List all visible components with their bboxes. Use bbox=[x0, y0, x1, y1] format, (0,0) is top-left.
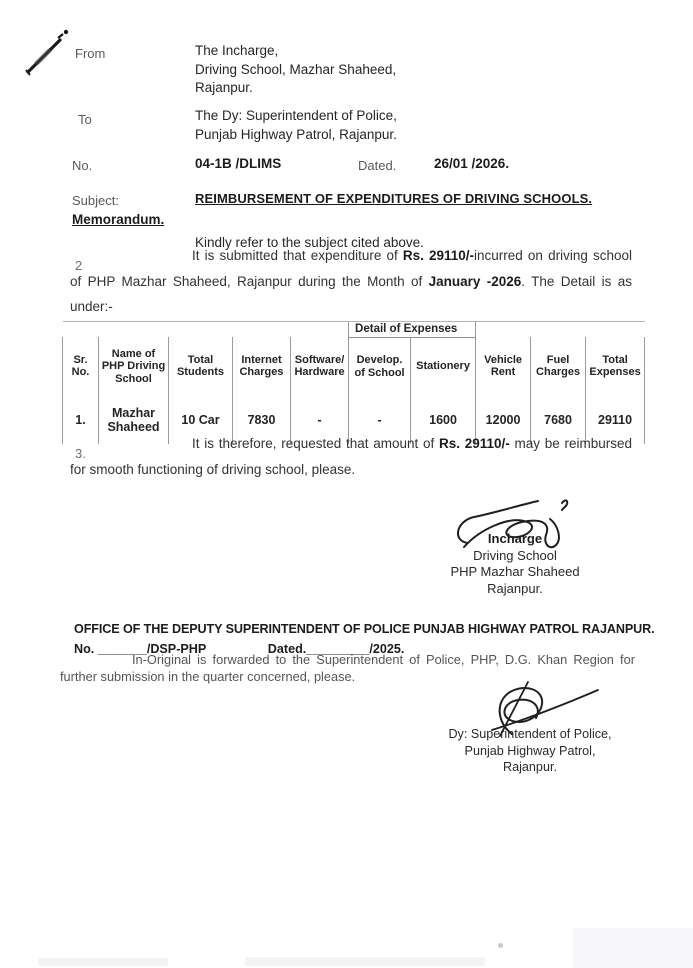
col-header-school-name: Name of PHP Driving School bbox=[99, 337, 169, 396]
office-title: OFFICE OF THE DEPUTY SUPERINTENDENT OF POLICE PUNJAB HIGHWAY PATROL RAJANPUR. bbox=[74, 622, 655, 636]
office-forward-note: In-Original is forwarded to the Superintendent of Police, PHP, D.G. Khan Region for further submission in the quarter concerned, please. bbox=[60, 652, 635, 684]
col-header-internet-charges: Internet Charges bbox=[233, 337, 291, 396]
pen-stroke-icon bbox=[20, 26, 82, 78]
paragraph-3-amount: Rs. 29110/- bbox=[438, 436, 510, 451]
scan-artifact bbox=[38, 958, 168, 966]
signature1-line: PHP Mazhar Shaheed bbox=[450, 564, 580, 579]
from-line: Driving School, Mazhar Shaheed, bbox=[195, 61, 397, 77]
col-header-develop-of-school: Develop. of School bbox=[349, 337, 411, 396]
scan-artifact bbox=[573, 928, 693, 968]
table-group-spacer bbox=[63, 322, 349, 338]
paragraph-2-amount: Rs. 29110/- bbox=[402, 248, 475, 263]
cell-vehicle-rent: 12000 bbox=[476, 396, 531, 444]
table-group-header-row bbox=[63, 322, 645, 338]
cell-internet-charges: 7830 bbox=[233, 396, 291, 444]
signature1-line: Driving School bbox=[473, 547, 557, 563]
cell-fuel-charges: 7680 bbox=[531, 396, 586, 444]
to-line: Punjab Highway Patrol, Rajanpur. bbox=[195, 126, 397, 142]
dated-label: Dated. bbox=[358, 158, 397, 173]
expenses-table bbox=[62, 321, 645, 444]
signature1-line: Rajanpur. bbox=[487, 580, 543, 596]
from-line: The Incharge, bbox=[195, 43, 279, 58]
col-header-total-students: Total Students bbox=[169, 337, 233, 396]
from-address bbox=[195, 42, 396, 98]
signature2-line: Punjab Highway Patrol, bbox=[464, 743, 596, 758]
paragraph-3-marker: 3. bbox=[75, 446, 86, 461]
paragraph-1: Kindly refer to the subject cited above. bbox=[195, 235, 424, 250]
paragraph-3-text: It is therefore, requested that amount of bbox=[192, 436, 439, 451]
signature2-line: Rajanpur. bbox=[503, 760, 557, 774]
paragraph-2-marker: 2 bbox=[75, 258, 83, 273]
dated-value: 26/01 /2026. bbox=[434, 156, 510, 171]
table-group-header: Detail of Expenses bbox=[349, 322, 476, 338]
to-address bbox=[195, 107, 397, 144]
paragraph-2-month: January -2026 bbox=[428, 273, 522, 289]
from-line: Rajanpur. bbox=[195, 80, 253, 95]
cell-software-hardware: - bbox=[291, 396, 349, 444]
col-header-stationery: Stationery bbox=[411, 337, 476, 396]
paragraph-2 bbox=[70, 243, 632, 320]
col-header-sr-no: Sr. No. bbox=[63, 337, 99, 396]
table-header-row bbox=[63, 337, 645, 396]
to-label: To bbox=[78, 112, 92, 127]
cell-stationery: 1600 bbox=[411, 396, 476, 444]
from-label: From bbox=[75, 46, 106, 61]
memorandum-heading: Memorandum. bbox=[72, 212, 165, 227]
to-line: The Dy: Superintendent of Police, bbox=[195, 108, 397, 123]
office-no-value: No. _______/DSP-PHP bbox=[74, 642, 207, 656]
office-dated-value: Dated._________/2025. bbox=[267, 642, 405, 656]
paragraph-2-text: It is submitted that expenditure of bbox=[192, 248, 403, 263]
paragraph-3-text: may be reimbursed for smooth functioning of driving school, please. bbox=[70, 436, 632, 477]
col-header-fuel-charges: Fuel Charges bbox=[531, 337, 586, 396]
paragraph-2-text: . The Detail is as under:- bbox=[70, 273, 632, 314]
scan-artifact bbox=[245, 957, 485, 966]
cell-total-expenses: 29110 bbox=[586, 396, 645, 444]
cell-school-name: Mazhar Shaheed bbox=[99, 396, 169, 444]
scan-artifact bbox=[498, 943, 503, 948]
subject-label: Subject: bbox=[72, 193, 119, 208]
cell-total-students: 10 Car bbox=[169, 396, 233, 444]
subject-value: REIMBURSEMENT OF EXPENDITURES OF DRIVING SCHOOLS. bbox=[195, 191, 593, 206]
col-header-software-hardware: Software/ Hardware bbox=[291, 337, 349, 396]
cell-develop-of-school: - bbox=[349, 396, 411, 444]
paragraph-3 bbox=[70, 431, 632, 482]
ref-no-value: 04-1B /DLIMS bbox=[195, 156, 282, 171]
paragraph-2-text: incurred on driving school of PHP Mazhar Shaheed, Rajanpur during the Month of bbox=[70, 248, 632, 289]
signature1-title: Incharge bbox=[487, 531, 543, 546]
col-header-vehicle-rent: Vehicle Rent bbox=[476, 337, 531, 396]
signature2-title: Dy: Superintendent of Police, bbox=[448, 727, 612, 741]
ref-no-label: No. bbox=[72, 158, 93, 173]
col-header-total-expenses: Total Expenses bbox=[586, 337, 645, 396]
cell-sr-no: 1. bbox=[63, 396, 99, 444]
table-group-spacer bbox=[476, 322, 645, 338]
